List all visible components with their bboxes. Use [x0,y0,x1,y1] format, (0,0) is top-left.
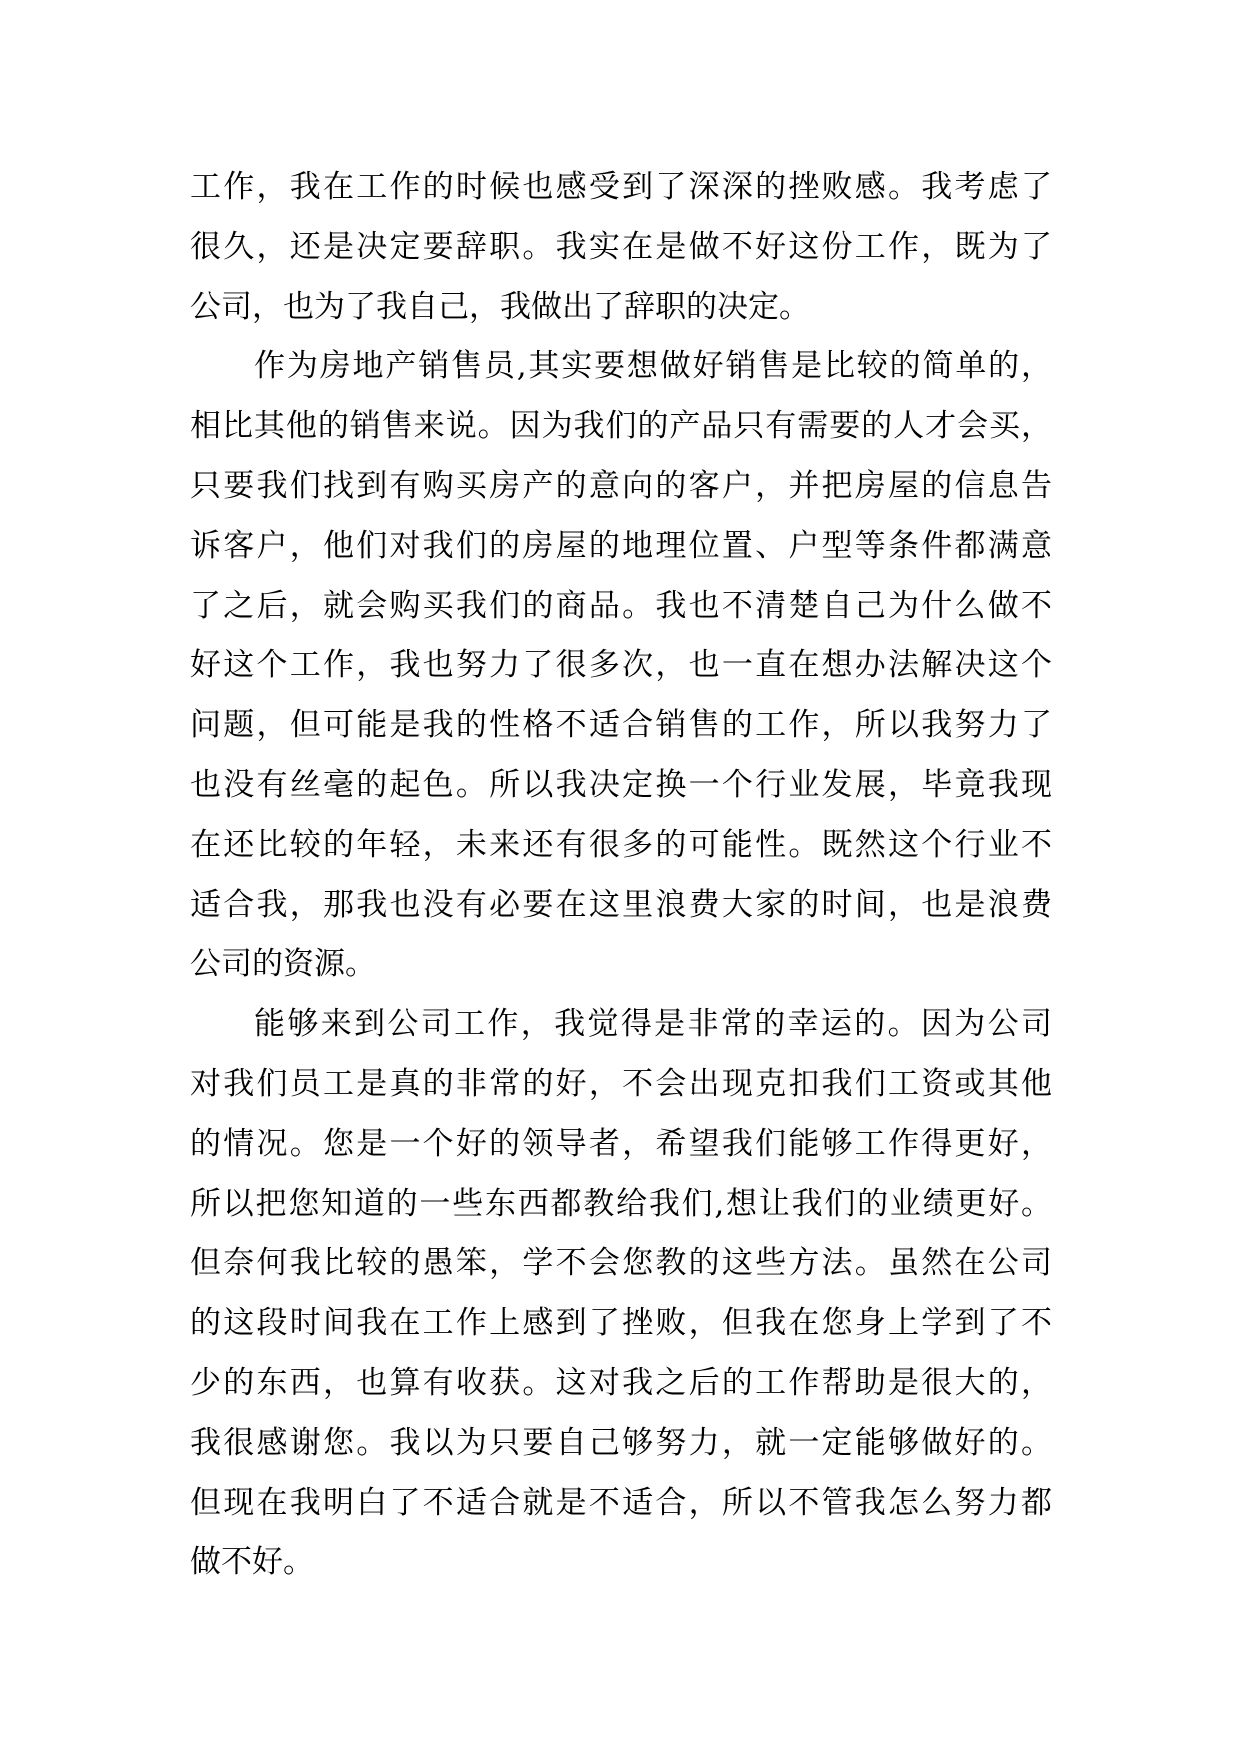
text-line: 在还比较的年轻，未来还有很多的可能性。既然这个行业不 [190,826,1052,863]
text-line: 做不好。 [190,1544,314,1581]
text-line: 好这个工作，我也努力了很多次，也一直在想办法解决这个 [190,647,1052,684]
text-line: 但现在我明白了不适合就是不适合，所以不管我怎么努力都 [190,1484,1052,1521]
text-line: 公司的资源。 [190,946,376,983]
text-line: 很久，还是决定要辞职。我实在是做不好这份工作，既为了 [190,228,1052,265]
text-line: 相比其他的销售来说。因为我们的产品只有需要的人才会买， [190,408,1052,445]
text-line: 工作，我在工作的时候也感受到了深深的挫败感。我考虑了 [190,169,1052,205]
text-line: 的情况。您是一个好的领导者，希望我们能够工作得更好， [190,1125,1052,1162]
text-line: 对我们员工是真的非常的好，不会出现克扣我们工资或其他 [190,1065,1052,1102]
text-line: 问题，但可能是我的性格不适合销售的工作，所以我努力了 [190,707,1052,744]
text-line: 公司，也为了我自己，我做出了辞职的决定。 [190,288,810,325]
body-text [190,158,1052,1593]
text-line: 诉客户，他们对我们的房屋的地理位置、户型等条件都满意 [190,527,1052,564]
text-line: 了之后，就会购买我们的商品。我也不清楚自己为什么做不 [190,587,1052,624]
text-line: 也没有丝毫的起色。所以我决定换一个行业发展，毕竟我现 [190,766,1052,803]
text-line: 但奈何我比较的愚笨，学不会您教的这些方法。虽然在公司 [190,1245,1052,1282]
text-line: 作为房地产销售员,其实要想做好销售是比较的简单的， [254,348,1052,385]
text-line: 我很感谢您。我以为只要自己够努力，就一定能够做好的。 [190,1424,1052,1461]
text-line: 少的东西，也算有收获。这对我之后的工作帮助是很大的， [190,1364,1052,1401]
text-line: 只要我们找到有购买房产的意向的客户，并把房屋的信息告 [190,467,1052,504]
text-line: 的这段时间我在工作上感到了挫败，但我在您身上学到了不 [190,1305,1052,1342]
text-line: 能够来到公司工作，我觉得是非常的幸运的。因为公司 [254,1006,1052,1043]
text-line: 适合我，那我也没有必要在这里浪费大家的时间，也是浪费 [190,886,1052,923]
text-line: 所以把您知道的一些东西都教给我们,想让我们的业绩更好。 [190,1185,1052,1222]
